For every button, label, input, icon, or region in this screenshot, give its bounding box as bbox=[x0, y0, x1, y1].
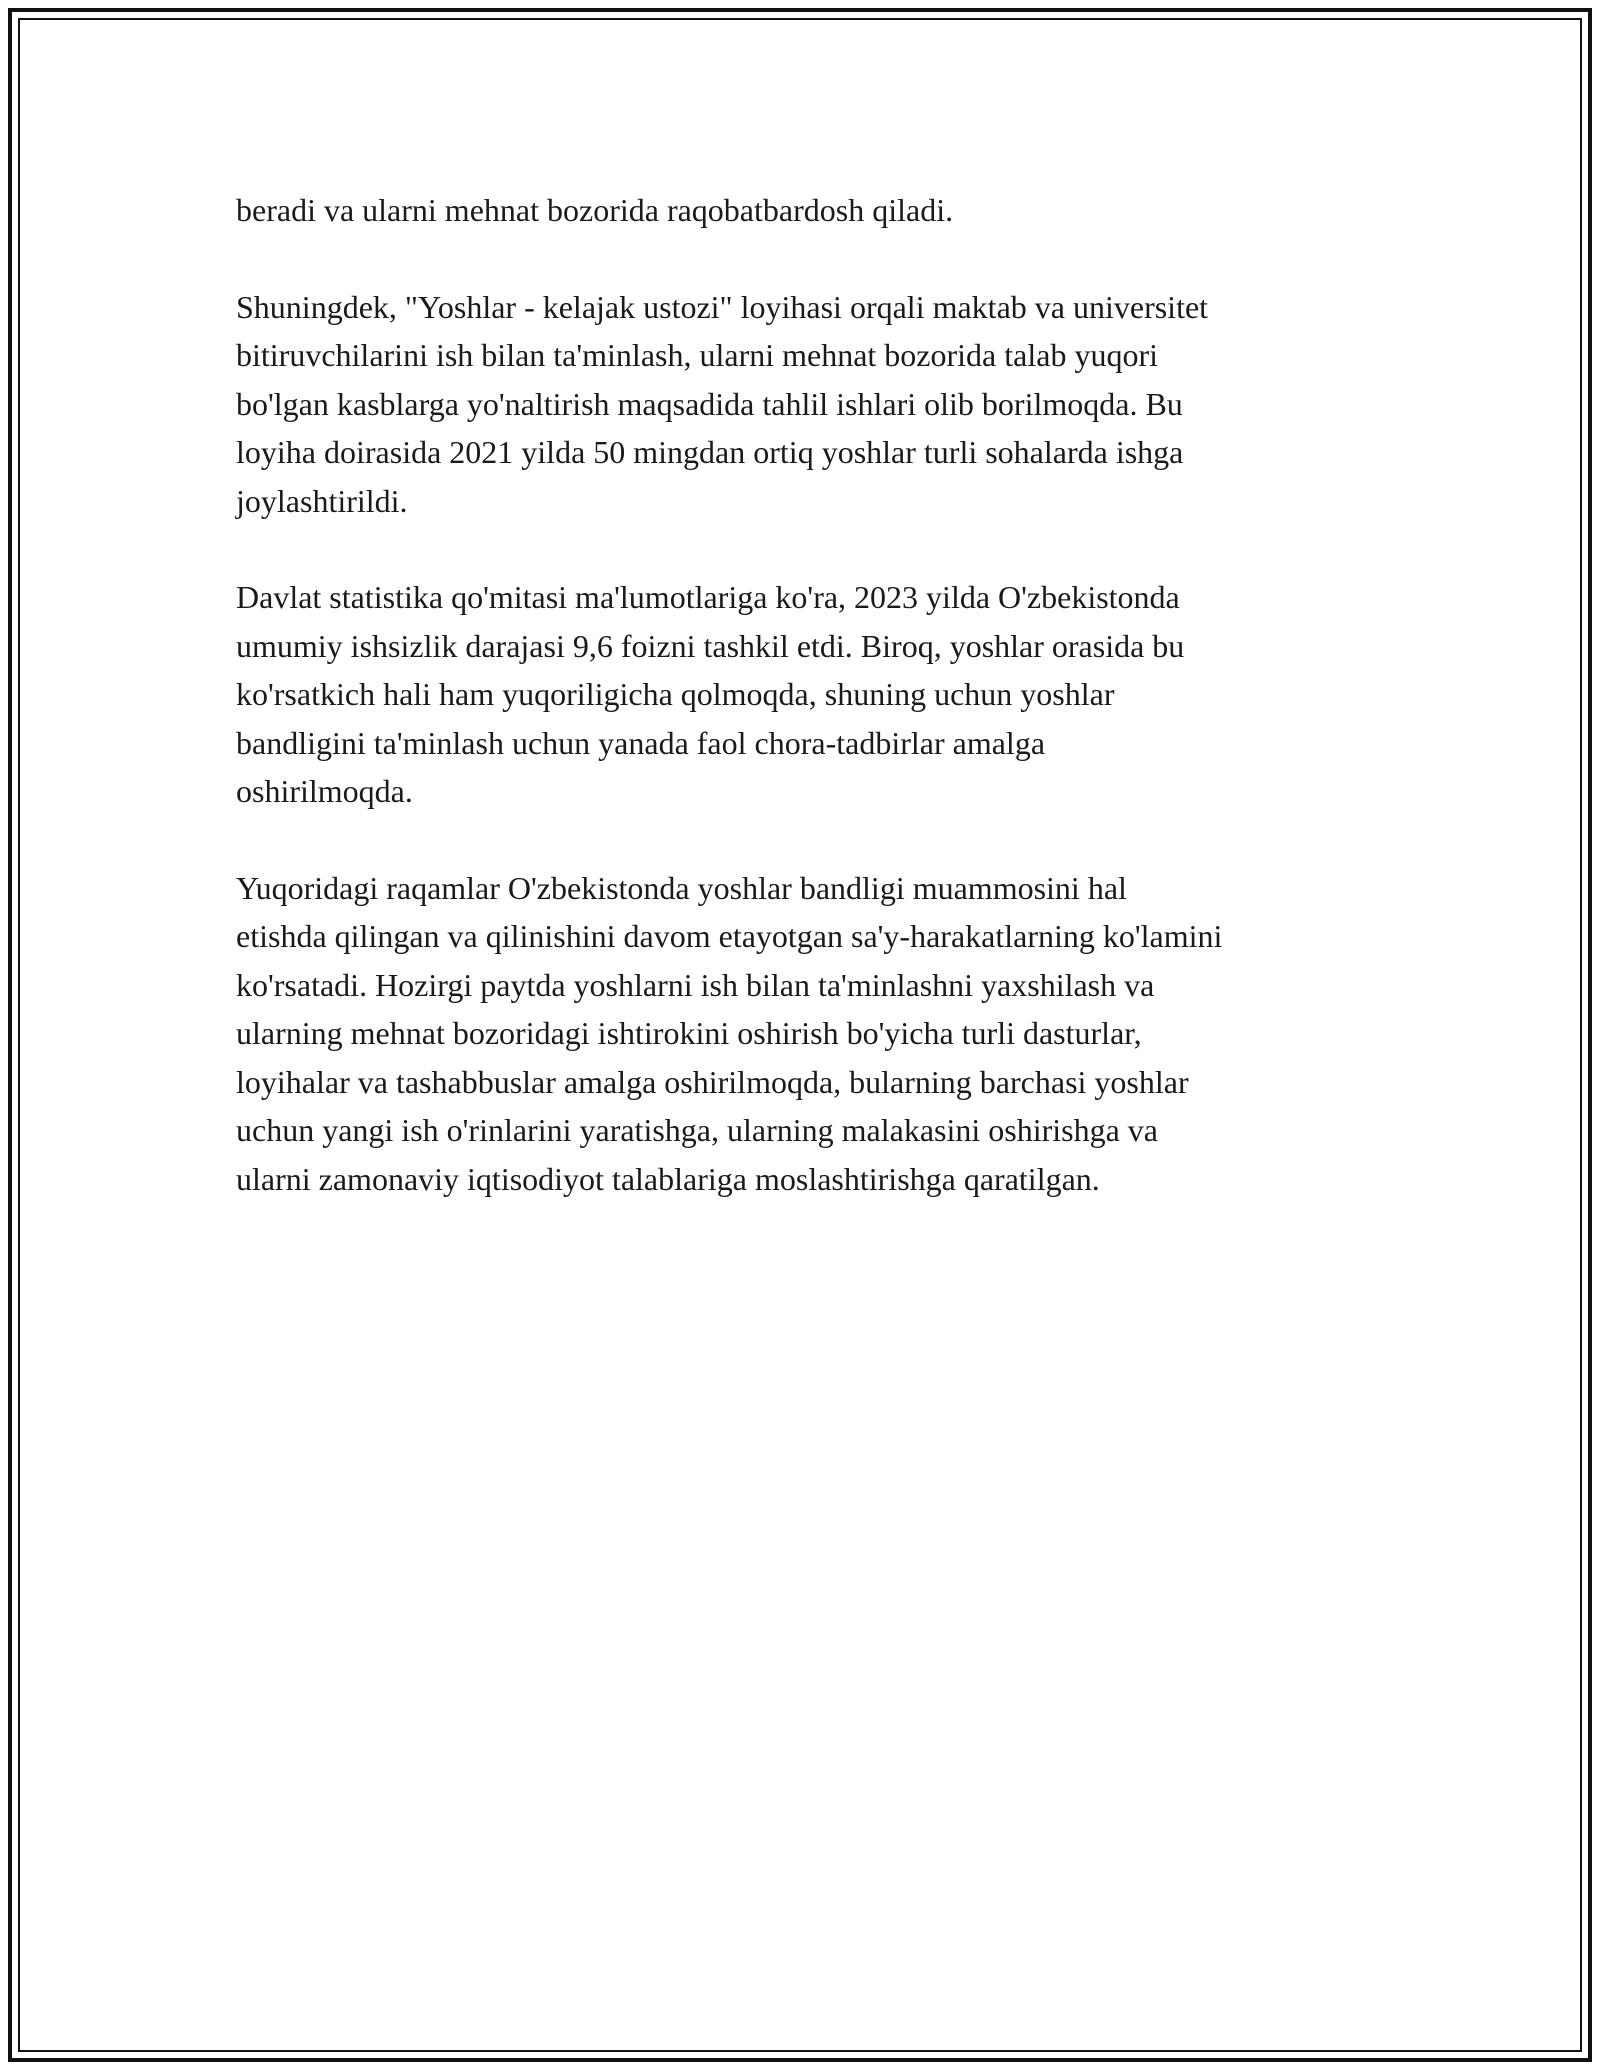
paragraph-3: Davlat statistika qo'mitasi ma'lumotlariga ko'ra, 2023 yilda O'zbekistonda umumiy ishsizlik darajasi 9,6 foizni tashkil etdi. Biroq, yoshlar orasida bu ko'rsatkich hali ham yuqoriligicha qolmoqda, shuning uchun yoshlar bandligini ta'minlash uchun yanada faol chora-tadbirlar amalga oshirilmoqda. bbox=[236, 579, 1185, 809]
paragraph-2: Shuningdek, "Yoshlar - kelajak ustozi" loyihasi orqali maktab va universitet bitiruvchilarini ish bilan ta'minlash, ularni mehnat bozorida talab yuqori bo'lgan kasblarga yo'naltirish maqsadida tahlil ishlari olib borilmoqda. Bu loyiha doirasida 2021 yilda 50 mingdan ortiq yoshlar turli sohalarda ishga joylashtirildi. bbox=[236, 288, 1209, 519]
document-body bbox=[236, 186, 1376, 1251]
paragraph-4: Yuqoridagi raqamlar O'zbekistonda yoshlar bandligi muammosini hal etishda qilingan va qilinishini davom etayotgan sa'y-harakatlarning ko'lamini ko'rsatadi. Hozirgi paytda yoshlarni ish bilan ta'minlashni yaxshilash va ularning mehnat bozoridagi ishtirokini oshirish bo'yicha turli dasturlar, loyihalar va tashabbuslar amalga oshirilmoqda, bularning barchasi yoshlar uchun yangi ish o'rinlarini yaratishga, ularning malakasini oshirishga va ularni zamonaviy iqtisodiyot talablariga moslashtirishga qaratilgan. bbox=[236, 869, 1223, 1197]
paragraph-1: beradi va ularni mehnat bozorida raqobatbardosh qiladi. bbox=[236, 192, 954, 228]
